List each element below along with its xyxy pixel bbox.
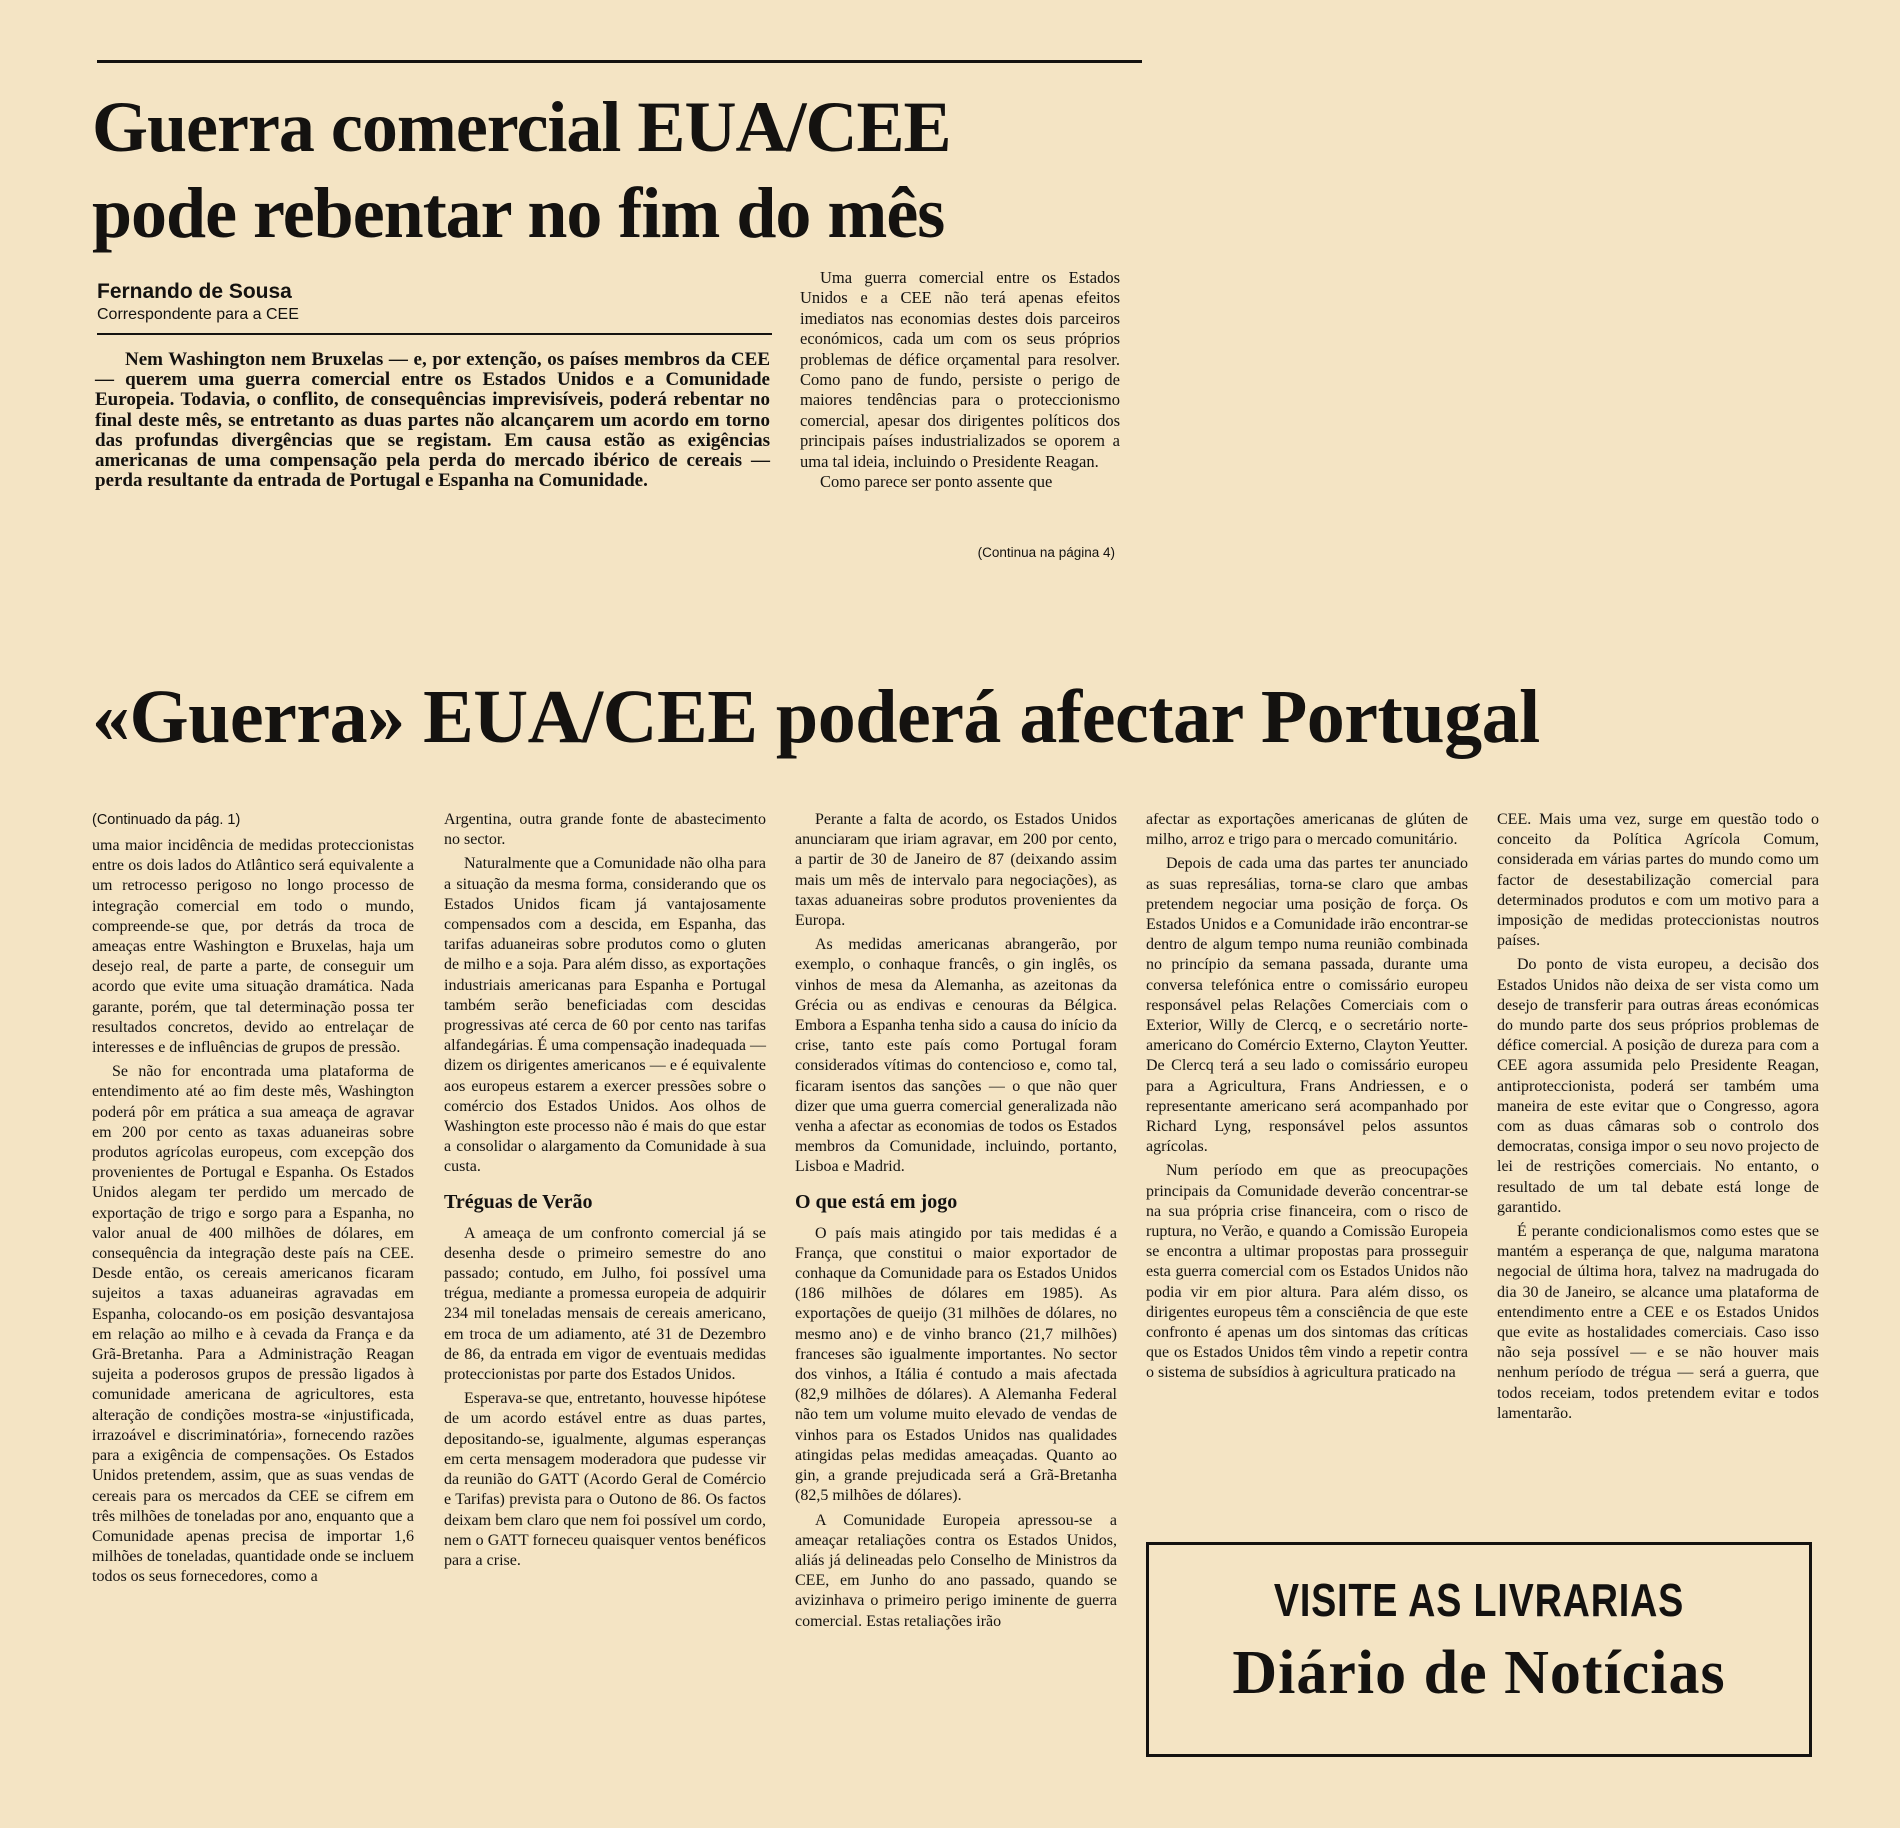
- col2-paragraph-1: Argentina, outra grande fonte de abastecimento no sector.: [444, 811, 766, 849]
- top-col2-paragraph-2: Como parece ser ponto assente que: [820, 472, 1053, 492]
- article-column-5: [1497, 810, 1819, 1428]
- continues-note: (Continua na página 4): [977, 545, 1115, 560]
- top-rule: [97, 60, 1142, 63]
- col5-paragraph-2: Do ponto de vista europeu, a decisão dos Estados Unidos não deixa de ser vista como um desejo de transferir para outras áreas económicas do mundo parte dos seus próprios problemas de défice comercial. A posição de dureza para com a CEE agora assumida pelo Presidente Reagan, antiproteccionista, poderá ser também uma maneira de este evitar que o Congresso, agora com as duas câmaras sob o controlo dos democratas, consiga impor o seu novo projecto de lei de restrições comerciais. No entanto, o resultado de um tal debate está longe de garantido.: [1497, 956, 1819, 1216]
- top-article-column-2: [800, 268, 1120, 492]
- col1-paragraph-1: uma maior incidência de medidas proteccionistas entre os dois lados do Atlântico será equivalente a um retrocesso perigoso no longo processo de integração comercial em todo o mundo, compreende-se que, por detrás da troca de ameaças entre Washington e Bruxelas, haja um desejo real, de parte a parte, de conseguir um acordo que evite uma situação dramática. Nada garante, porém, que tal determinação possa ter resultados concretos, devido ao entrelaçar de interesses e de influências de grupos de pressão.: [92, 837, 414, 1057]
- article-column-3: [795, 810, 1117, 1636]
- col5-paragraph-1: CEE. Mais uma vez, surge em questão todo o conceito da Política Agrícola Comum, considerada em várias partes do mundo como um factor de desestabilização comercial para determinados produtos e com um motivo para a imposição de medidas proteccionistas noutros países.: [1497, 811, 1819, 950]
- top-article-lead: Nem Washington nem Bruxelas — e, por extenção, os países membros da CEE — querem uma guerra comercial entre os Estados Unidos e a Comunidade Europeia. Todavia, o conflito, de consequências imprevisíveis, poderá rebentar no final deste mês, se entretanto as duas partes não alcançarem um acordo em torno das profundas divergências que se registam. Em causa estão as exigências americanas de uma compensação pela perda do mercado ibérico de cereais — perda resultante da entrada de Portugal e Espanha na Comunidade.: [95, 349, 770, 492]
- top-headline-line2: pode rebentar no fim do mês: [92, 173, 945, 253]
- article-column-1: [92, 810, 414, 1592]
- col4-paragraph-3: Num período em que as preocupações principais da Comunidade deverão concentrar-se na sua própria crise financeira, com o risco de ruptura, no Verão, e quando a Comissão Europeia se encontra a ultimar propostas para prosseguir esta guerra comercial com os Estados Unidos não podia vir em pior altura. Para além disso, os dirigentes europeus têm a consciência de que este confronto é apenas um dos sintomas das críticas que os Estados Unidos têm vindo a repetir contra o sistema de subsídios à agricultura praticado na: [1146, 1162, 1468, 1382]
- col3-paragraph-4: A Comunidade Europeia apressou-se a ameaçar retaliações contra os Estados Unidos, aliás já delineadas pelo Conselho de Ministros da CEE, em Junho do ano passado, quando se avizinhava o primeiro perigo iminente de guerra comercial. Estas retaliações irão: [795, 1511, 1117, 1630]
- article-column-4: [1146, 810, 1468, 1530]
- col2-paragraph-3: A ameaça de um confronto comercial já se desenha desde o primeiro semestre do ano passado; contudo, em Julho, foi possível uma trégua, mediante a promessa europeia de adquirir 234 mil toneladas mensais de cereais americano, em troca de um adiamento, até 31 de Dezembro de 86, da entrada em vigor de eventuais medidas proteccionistas por parte dos Estados Unidos.: [444, 1224, 766, 1384]
- col4-paragraph-2: Depois de cada uma das partes ter anunciado as suas represálias, torna-se claro que ambas pretendem negociar uma posição de força. Os Estados Unidos e a Comunidade irão encontrar-se dentro de algum tempo numa reunião combinada no princípio da semana passada, durante uma conversa telefónica entre o comissário europeu responsável pelas Relações Comerciais com o Exterior, Willy de Clercq, e o secretário norte-americano do Comércio Externo, Clayton Yeutter. De Clercq terá a seu lado o comissário europeu para a Agricultura, Frans Andriessen, e o representante americano será acompanhado por Richard Lyng, responsável pelos assuntos agrícolas.: [1146, 855, 1468, 1156]
- second-article-headline: «Guerra» EUA/CEE poderá afectar Portugal: [92, 675, 1540, 759]
- ad-headline: VISITE AS LIVRARIAS: [1273, 1574, 1685, 1626]
- col3-paragraph-2: As medidas americanas abrangerão, por exemplo, o conhaque francês, o gin inglês, os vinhos de mesa da Alemanha, as azeitonas da Grécia ou as endivas e cenouras da Bélgica. Embora a Espanha tenha sido a causa do início da crise, tanto este país como Portugal foram considerados vítimas do contencioso e, como tal, ficaram isentos das sanções — o que não quer dizer que uma guerra comercial generalizada não venha a afectar as economias de todos os Estados membros da Comunidade, incluindo, portanto, Lisboa e Madrid.: [795, 936, 1117, 1176]
- top-col2-paragraph-1: Uma guerra comercial entre os Estados Unidos e a CEE não terá apenas efeitos imediatos nas economias destes dois parceiros económicos, cada um com os seus próprios problemas de défice orçamental para resolver. Como pano de fundo, persiste o perigo de maiores tendências para o proteccionismo comercial, apesar dos dirigentes políticos dos principais países industrializados se oporem a uma tal ideia, incluindo o Presidente Reagan.: [800, 268, 1120, 471]
- subhead-em-jogo: O que está em jogo: [795, 1190, 958, 1213]
- continued-from-note: (Continuado da pág. 1): [92, 812, 241, 828]
- byline-rule: [97, 333, 772, 335]
- author-name: Fernando de Sousa: [97, 280, 292, 303]
- col2-paragraph-4: Esperava-se que, entretanto, houvesse hipótese de um acordo estável entre as duas partes, depositando-se, igualmente, algumas esperanças em certa mensagem moderadora que pudesse vir da reunião do GATT (Acordo Geral de Comércio e Tarifas) prevista para o Outono de 86. Os factos deixam bem claro que nem foi possível um cordo, nem o GATT forneceu quaisquer ventos benéficos para a crise.: [444, 1390, 766, 1569]
- col2-paragraph-2: Naturalmente que a Comunidade não olha para a situação da mesma forma, considerando que os Estados Unidos ficam já vantajosamente compensados com a descida, em Espanha, das tarifas aduaneiras sobre produtos como o gluten de milho e a soja. Para além disso, as exportações industriais americanas para Espanha e Portugal também serão beneficiadas com descidas progressivas até cerca de 60 por cento nas tarifas alfandegárias. É uma compensação inadequada — dizem os dirigentes americanos — e é equivalente aos europeus estarem a exercer pressões sobre o comércio dos Estados Unidos. Aos olhos de Washington este processo não é mais do que estar a consolidar o alargamento da Comunidade à sua custa.: [444, 855, 766, 1176]
- col5-paragraph-3: É perante condicionalismos como estes que se mantém a esperança de que, nalguma maratona negocial de última hora, talvez na madrugada do dia 30 de Janeiro, se alcance uma plataforma de entendimento entre a CEE e os Estados Unidos que evite as hostalidades comerciais. Caso isso não seja possível — e se não houver mais nenhum período de trégua — será a guerra, que todos receiam, todos pretendem evitar e todos lamentarão.: [1497, 1223, 1819, 1422]
- author-role: Correspondente para a CEE: [97, 306, 299, 323]
- col3-paragraph-1: Perante a falta de acordo, os Estados Unidos anunciaram que iriam agravar, em 200 por cento, a partir de 30 de Janeiro de 87 (deixando assim mais um mês de intervalo para negociações), as taxas aduaneiras sobre produtos provenientes da Europa.: [795, 811, 1117, 930]
- col3-paragraph-3: O país mais atingido por tais medidas é a França, que constitui o maior exportador de conhaque da Comunidade para os Estados Unidos (186 milhões de dólares em 1985). As exportações de queijo (31 milhões de dólares, no mesmo ano) e de vinho branco (21,7 milhões) franceses são igualmente importantes. No sector dos vinhos, a Itália é contudo a mais afectada (82,9 milhões de dólares). A Alemanha Federal não tem um volume muito elevado de vendas de vinhos para os Estados Unidos nas qualidades atingidas pelas medidas ameaçadas. Quanto ao gin, a grande prejudicada será a Grã-Bretanha (82,5 milhões de dólares).: [795, 1224, 1117, 1505]
- subhead-treguas: Tréguas de Verão: [444, 1190, 593, 1213]
- article-column-2: [444, 810, 766, 1575]
- top-headline-line1: Guerra comercial EUA/CEE: [92, 87, 951, 167]
- top-article-headline: [92, 84, 1152, 256]
- bookstore-ad: [1146, 1542, 1812, 1757]
- ad-logo-text: Diário de Notícias: [1232, 1639, 1726, 1707]
- col1-paragraph-2: Se não for encontrada uma plataforma de entendimento até ao fim deste mês, Washington poderá pôr em prática a sua ameaça de agravar em 200 por cento as taxas aduaneiras sobre produtos agrícolas europeus, com excepção dos provenientes de Portugal e Espanha. Os Estados Unidos alegam ter perdido um mercado de exportação de trigo e sorgo para a Espanha, no valor anual de 400 milhões de dólares, em consequência da integração deste país na CEE. Desde então, os cereais americanos ficaram sujeitos a taxas aduaneiras agravadas em Espanha, colocando-os em posição desvantajosa em relação ao milho e à cevada da França e da Grã-Bretanha. Para a Administração Reagan sujeita a poderosos grupos de pressão ligados à comunidade americana de agricultores, esta alteração de condições mostra-se «injustificada, irrazoável e discriminatória», fornecendo razões para a exigência de compensações. Os Estados Unidos pretendem, assim, que as suas vendas de cereais para os mercados da CEE se cifrem em três milhões de toneladas por ano, enquanto que a Comunidade apenas precisa de importar 1,6 milhões de toneladas, quantidade onde se incluem todos os seus fornecedores, como a: [92, 1063, 414, 1586]
- col4-paragraph-1: afectar as exportações americanas de glúten de milho, arroz e trigo para o mercado comunitário.: [1146, 811, 1468, 849]
